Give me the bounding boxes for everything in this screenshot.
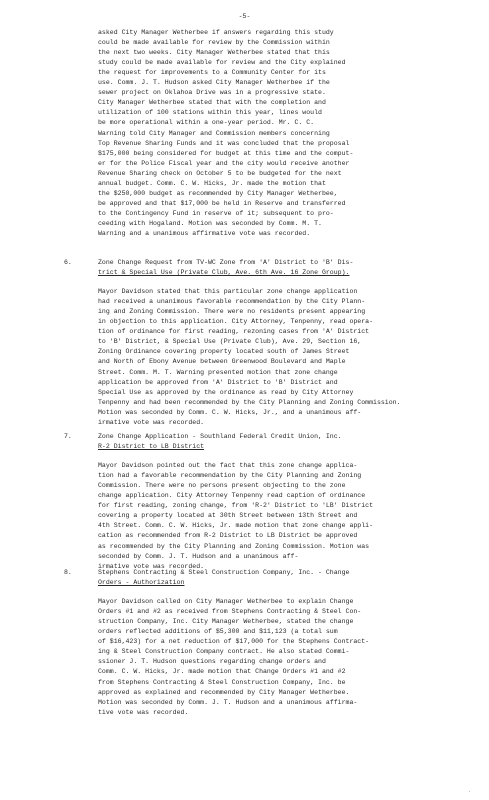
item-body-line: Mayor Davidson stated that this particular zone change application [98, 288, 358, 296]
intro-line: asked City Manager Wetherbee if answers regarding this study [98, 29, 334, 36]
item-body-line: Mayor Davidson pointed out the fact that this zone change applica- [98, 462, 358, 470]
item-body-line: and North of Ebony Avenue between Greenwood Boulevard and Maple [98, 358, 346, 366]
item-body-line: tive vote was recorded. [98, 708, 189, 716]
item-body-line: covering a property located at 30th Street between 13th Street and [98, 512, 358, 520]
intro-line: utilization of 100 stations within this year, lines would [98, 109, 322, 117]
item-heading-line: Stephens Contracting & Steel Construction Company, Inc. - Change [98, 569, 350, 576]
item-body-line: as recommended by the City Planning and Zoning Commission. Motion was [98, 542, 370, 550]
item-body-line: ing and Zoning Commission. There were no residents present appearing [98, 308, 366, 316]
item-body-line: of $16,423) for a net reduction of $17,000 for the Stephens Contract- [98, 638, 370, 646]
intro-line: $175,000 being considered for budget at this time and the comput- [98, 149, 354, 157]
item-body-line: approved as explained and recommended by City Manager Wetherbee. [98, 688, 350, 696]
item-number: 7. [64, 433, 72, 440]
item-body-line: tion had a favorable recommendation by the City Planning and Zoning [98, 472, 362, 480]
intro-line: could be made available for review by the Commission within [98, 39, 330, 47]
item-body-line: from Stephens Contracting & Steel Construction Company, Inc. be [98, 678, 346, 686]
item-body-line: Mayor Davidson called on City Manager Wetherbee to explain Change [98, 598, 354, 606]
intro-line: study could be made available for review and the City explained [98, 59, 346, 67]
item-body-line: Special Use as approved by the ordinance as read by City Attorney [98, 388, 354, 396]
item-body-line: Street. Comm. M. T. Warning presented motion that zone change [98, 368, 338, 376]
item-body-line: seconded by Comm. J. T. Hudson and a unanimous aff- [98, 552, 299, 560]
item-body-line: tion of ordinance for first reading, rezoning cases from 'A' District [98, 328, 370, 336]
item-body-line: cation as recommended from R-2 District to LB District be approved [98, 532, 358, 540]
intro-line: annual budget. Comm. C. W. Hicks, Jr. made the motion that [98, 179, 326, 187]
item-heading-line: R-2 District to LB District [98, 443, 205, 451]
intro-line: use. Comm. J. T. Hudson asked City Manager Wetherbee if the [98, 79, 330, 87]
intro-line: ceeding with Hogaland. Motion was seconded by Comm. M. T. [98, 219, 322, 227]
intro-line: be more operational within a one-year period. Mr. C. C. [98, 119, 315, 127]
item-body-line: Comm. C. W. Hicks, Jr. made motion that Change Orders #1 and #2 [98, 668, 346, 676]
item-heading-line: Orders - Authorization [98, 579, 185, 587]
intro-line: Top Revenue Sharing Funds and it was concluded that the proposal [98, 139, 350, 147]
item-body-line: in objection to this application. City Attorney, Tenpenny, read opera- [98, 318, 374, 326]
item-body-line: ssioner J. T. Hudson questions regarding change orders and [98, 658, 326, 666]
intro-line: be approved and that $17,000 be held in Reserve and transferred [98, 199, 346, 207]
item-body-line: Tenpenny and had been recommended by the City Planning and Zoning Commission. [98, 398, 401, 406]
item-number: 8. [64, 569, 72, 576]
item-heading-line: trict & Special Use (Private Club, Ave. 6th Ave. 16 Zone Group). [98, 269, 350, 277]
item-body-line: struction Company, Inc. City Manager Wetherbee, stated the change [98, 618, 354, 626]
intro-line: the next two weeks. City Manager Wetherbee stated that this [98, 49, 330, 57]
item-body-line: 4th Street. Comm. C. W. Hicks, Jr. made motion that zone change appli- [98, 522, 374, 530]
item-heading-line: Zone Change Application - Southland Federal Credit Union, Inc. [98, 433, 342, 440]
intro-line: Warning told City Manager and Commission members concerning [98, 129, 330, 137]
item-body-line: application be approved from 'A' District to 'B' District and [98, 378, 338, 386]
item-body-line: ing & Steel Construction Company contract. He also stated Commi- [98, 648, 350, 656]
intro-line: to the Contingency Fund in reserve of it; subsequent to pro- [98, 209, 334, 217]
item-body-line: Orders #1 and #2 as received from Stephens Contracting & Steel Con- [98, 608, 362, 616]
item-body-line: irmative vote was recorded. [98, 418, 205, 426]
item-body-line: Motion was seconded by Comm. J. T. Hudson and a unanimous affirma- [98, 698, 358, 706]
page-number: -5- [238, 13, 251, 20]
item-body-line: orders reflected additions of $5,300 and $11,123 (a total sum [98, 628, 338, 636]
intro-line: City Manager Wetherbee stated that with the completion and [98, 99, 326, 107]
item-body-line: irmative vote was recorded. [98, 562, 205, 570]
scan-mark: · [467, 789, 471, 795]
item-body-line: Commission. There were no persons present objecting to the zone [98, 482, 346, 490]
item-body-line: had received a unanimous favorable recommendation by the City Plann- [98, 298, 366, 306]
intro-line: Warning and a unanimous affirmative vote was recorded. [98, 230, 311, 237]
intro-line: the request for improvements to a Community Center for its [98, 69, 326, 77]
intro-line: sewer project on Oklahoa Drive was in a progressive state. [98, 89, 326, 97]
item-body-line: for first reading, zoning change, from 'R-2' District to 'LB' District [98, 502, 374, 510]
item-body-line: Motion was seconded by Comm. C. W. Hicks, Jr., and a unanimous aff- [98, 408, 362, 416]
intro-line: the $250,000 budget as recommended by City Manager Wetherbee, [98, 189, 338, 197]
item-number: 6. [64, 259, 72, 266]
intro-line: er for the Police Fiscal year and the city would receive another [98, 159, 350, 167]
item-body-line: change application. City Attorney Tenpenny read caption of ordinance [98, 492, 366, 500]
item-body-line: Zoning Ordinance covering property located south of James Street [98, 348, 350, 356]
item-heading-line: Zone Change Request from TV-WC Zone from 'A' District to 'B' Dis- [98, 259, 354, 266]
intro-line: Revenue Sharing check on October 5 to be budgeted for the next [98, 169, 342, 177]
item-body-line: to 'B' District, & Special Use (Private Club), Ave. 29, Section 16, [98, 338, 362, 346]
